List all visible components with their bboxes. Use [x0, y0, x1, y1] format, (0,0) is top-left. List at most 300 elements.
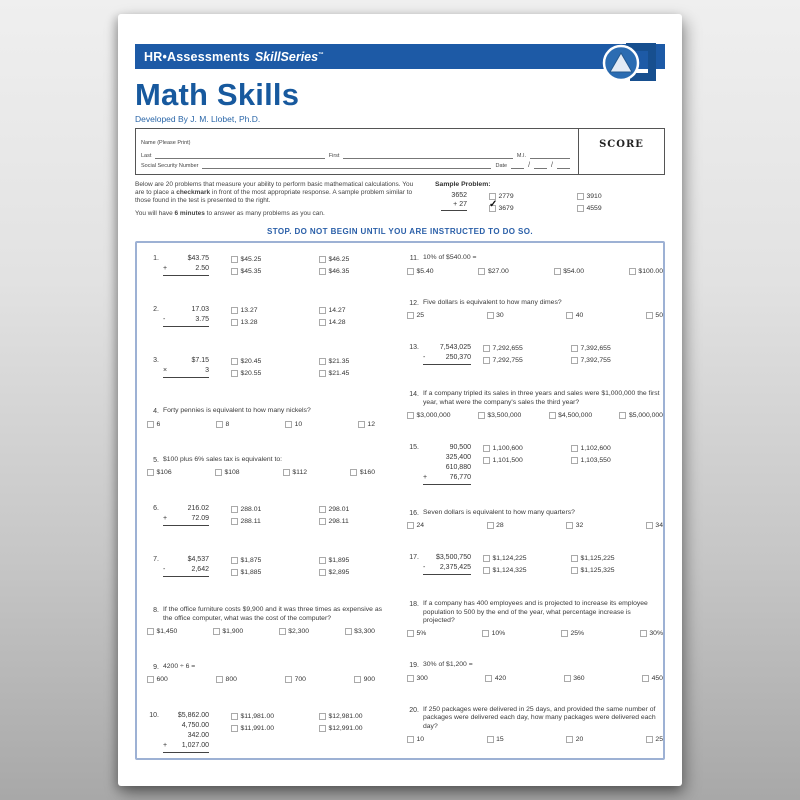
answer-option — [642, 675, 663, 682]
answer-checkbox[interactable] — [554, 268, 561, 275]
answer-label: 13.28 — [240, 319, 258, 326]
answer-checkbox[interactable] — [358, 421, 365, 428]
answer-options — [405, 630, 663, 637]
answer-label: 900 — [363, 676, 375, 683]
answer-checkbox[interactable] — [571, 457, 578, 464]
question-text — [145, 407, 391, 416]
question-wording: Forty pennies is equivalent to how many nickels? — [163, 407, 311, 414]
answer-label: 24 — [416, 522, 425, 529]
question-20 — [405, 706, 663, 743]
answer-checkbox[interactable] — [482, 630, 489, 637]
question-number: 19. — [409, 662, 419, 669]
answer-label: 298.01 — [328, 506, 350, 513]
question-wording: 4200 ÷ 6 = — [163, 662, 196, 670]
answer-options — [405, 736, 663, 743]
answer-option — [147, 628, 177, 635]
answer-checkbox[interactable] — [319, 370, 326, 377]
answer-label: 14.27 — [328, 307, 346, 314]
answer-checkbox[interactable] — [319, 713, 326, 720]
answer-checkbox[interactable] — [564, 675, 571, 682]
date-slash: / — [528, 162, 531, 169]
answer-label: 7,292,755 — [492, 357, 523, 364]
answer-checkbox[interactable] — [561, 630, 568, 637]
answer-label: $2,300 — [288, 627, 310, 635]
answer-option — [483, 355, 571, 366]
answer-option — [231, 305, 319, 316]
answer-checkbox[interactable] — [407, 630, 414, 637]
answer-option — [231, 516, 319, 527]
answer-checkbox[interactable] — [407, 736, 414, 743]
answer-checkbox[interactable] — [483, 555, 490, 562]
answer-options — [145, 421, 375, 428]
operand: 76,770 — [449, 473, 471, 481]
question-text — [145, 606, 391, 623]
question-number: 13. — [409, 344, 419, 351]
answer-option — [629, 268, 663, 275]
problem-stack — [163, 254, 209, 276]
answer-option — [483, 553, 571, 564]
answer-checkbox[interactable] — [487, 312, 494, 319]
answer-label: 1,102,600 — [580, 444, 611, 452]
answer-options — [483, 553, 659, 576]
answer-options — [145, 628, 375, 635]
instructions-section — [135, 181, 665, 218]
problem-stack — [423, 443, 471, 485]
operand: 250,370 — [445, 354, 471, 361]
answer-checkbox[interactable] — [285, 421, 292, 428]
answer-checkbox[interactable] — [483, 445, 490, 452]
answer-option — [279, 628, 309, 635]
answer-checkbox[interactable] — [319, 307, 326, 314]
answer-options — [483, 443, 659, 466]
answer-label: 1,103,550 — [580, 456, 611, 464]
answer-options — [145, 676, 375, 683]
first-name-field[interactable] — [343, 152, 512, 159]
question-15 — [405, 443, 663, 485]
name-fields — [136, 129, 578, 174]
stack-line: $5,862.00 — [177, 712, 209, 719]
answer-label: $2,895 — [328, 569, 350, 576]
answer-option — [571, 455, 659, 466]
answer-checkbox[interactable] — [216, 421, 223, 428]
answer-checkbox[interactable] — [231, 370, 238, 377]
stack-line — [423, 563, 471, 575]
question-number: 20. — [409, 706, 419, 714]
answer-checkbox[interactable] — [646, 736, 653, 743]
answer-label: 25% — [570, 630, 585, 637]
answer-label: $12,981.00 — [328, 713, 363, 720]
answer-checkbox[interactable] — [319, 506, 326, 513]
answer-label: 288.01 — [240, 506, 262, 513]
operator: - — [163, 316, 166, 323]
operator: × — [163, 367, 168, 374]
answer-checkbox[interactable] — [646, 522, 653, 529]
answer-label: $1,124,225 — [492, 555, 527, 562]
trademark-symbol: ™ — [318, 51, 324, 58]
answer-option — [213, 628, 243, 635]
answer-checkbox[interactable] — [642, 675, 649, 682]
answer-label: $45.35 — [240, 268, 262, 275]
question-8 — [145, 606, 391, 635]
answer-label: 50 — [655, 312, 663, 319]
answer-options — [405, 312, 663, 319]
answer-option — [566, 522, 583, 529]
stack-line: $3,500,750 — [435, 554, 471, 561]
answer-label: 25 — [655, 735, 663, 743]
answer-checkbox[interactable] — [566, 522, 573, 529]
stack-line — [163, 565, 209, 577]
stack-line: 17.03 — [191, 306, 209, 313]
answer-checkbox[interactable] — [571, 567, 578, 574]
answer-label: $5.40 — [416, 267, 434, 275]
question-wording: Seven dollars is equivalent to how many quarters? — [423, 508, 575, 516]
question-text — [405, 661, 663, 670]
problem-stack — [423, 553, 471, 575]
answer-checkbox[interactable] — [147, 421, 154, 428]
question-17 — [405, 553, 663, 576]
answer-checkbox[interactable] — [571, 555, 578, 562]
answer-checkbox[interactable] — [407, 522, 414, 529]
answer-checkbox[interactable] — [629, 268, 636, 275]
answer-checkbox[interactable] — [483, 357, 490, 364]
operator: + — [423, 473, 428, 481]
question-text — [405, 390, 663, 407]
answer-checkbox[interactable] — [483, 567, 490, 574]
answer-checkbox[interactable] — [354, 676, 361, 683]
stack-line: 7,543,025 — [439, 344, 471, 351]
answer-option — [216, 676, 237, 683]
mi-label: M.I. — [516, 153, 526, 159]
answer-option — [571, 553, 659, 564]
answer-label: 700 — [294, 676, 306, 683]
answer-label: 6 — [156, 420, 161, 428]
answer-option-checked — [489, 199, 577, 214]
answer-checkbox[interactable] — [231, 725, 238, 732]
sample-operand-1: 3652 — [451, 192, 467, 199]
question-text — [405, 509, 663, 518]
answer-checkbox[interactable] — [566, 736, 573, 743]
ssn-label: Social Security Number — [141, 163, 199, 169]
answer-label: $112 — [292, 469, 308, 476]
question-text — [145, 663, 391, 672]
operand: 3.75 — [195, 316, 209, 323]
answer-option — [577, 191, 665, 202]
date-day-field[interactable] — [534, 162, 547, 169]
answer-checkbox[interactable] — [483, 345, 490, 352]
question-number: 2. — [153, 306, 159, 313]
stack-line — [163, 366, 209, 378]
answer-option — [215, 469, 240, 476]
answer-checkbox[interactable] — [487, 522, 494, 529]
answer-checkbox[interactable] — [487, 736, 494, 743]
question-18 — [405, 600, 663, 637]
answer-checkbox[interactable] — [319, 557, 326, 564]
answer-option — [407, 412, 451, 419]
answer-option — [487, 736, 504, 743]
answer-label: $106 — [156, 469, 172, 476]
answer-checkbox[interactable] — [577, 193, 584, 200]
score-box — [578, 129, 664, 174]
answer-label: $1,885 — [240, 569, 262, 576]
brand-skillseries-text: SkillSeries — [254, 49, 319, 64]
answer-label: 10% — [491, 630, 506, 637]
question-number: 12. — [409, 299, 419, 307]
answer-checkbox[interactable] — [231, 518, 238, 525]
answer-checkbox[interactable] — [279, 628, 286, 635]
document-page — [118, 14, 682, 786]
answer-options — [231, 711, 407, 734]
question-text — [405, 600, 663, 626]
answer-option — [231, 254, 319, 265]
answer-checkbox[interactable] — [147, 469, 154, 476]
questions-column-right — [391, 254, 663, 758]
answer-label: $1,875 — [240, 557, 262, 564]
answer-option — [147, 676, 168, 683]
answer-checkbox[interactable] — [619, 412, 626, 419]
stack-line — [163, 264, 209, 276]
stack-line — [163, 514, 209, 526]
instructions-paragraph-1: Below are 20 problems that measure your ability to perform basic mathematical calculations. You are to place a checkmark in front of the most appropriate response. A sample problem similar to those found in the test is presented to the right. — [135, 181, 414, 204]
answer-options — [145, 469, 375, 476]
answer-label: 13.27 — [240, 307, 258, 314]
answer-label: $54.00 — [563, 267, 584, 275]
answer-checkbox[interactable] — [231, 557, 238, 564]
answer-checkbox[interactable] — [285, 676, 292, 683]
sample-problem-label: Sample Problem: — [435, 181, 491, 188]
stack-line: $7.15 — [191, 357, 209, 364]
answer-checkbox[interactable] — [231, 307, 238, 314]
answer-checkbox[interactable] — [571, 445, 578, 452]
answer-label: 360 — [573, 674, 585, 682]
instructions-paragraph-2: You will have 6 minutes to answer as many problems as you can. — [135, 210, 325, 217]
problem-stack — [163, 555, 209, 577]
answer-option — [640, 630, 663, 637]
answer-checkbox[interactable] — [571, 357, 578, 364]
answer-checkbox[interactable] — [549, 412, 556, 419]
answer-option — [231, 368, 319, 379]
question-5 — [145, 456, 391, 477]
answer-option — [485, 675, 506, 682]
answer-option — [554, 268, 584, 275]
answer-label: $1,895 — [328, 557, 350, 564]
question-number: 15. — [409, 443, 419, 451]
answer-checkbox[interactable] — [215, 469, 222, 476]
question-number: 1. — [153, 255, 159, 262]
question-wording: If 250 packages were delivered in 25 days, and provided the same number of packages were delivered each day, how many packages were delivered each day? — [423, 705, 656, 730]
answer-label: 40 — [575, 312, 584, 319]
answer-checkbox[interactable] — [478, 268, 485, 275]
stack-line: 4,750.00 — [181, 722, 209, 729]
date-slash: / — [551, 162, 553, 169]
answer-checkbox[interactable] — [216, 676, 223, 683]
answer-checkbox[interactable] — [231, 256, 238, 263]
answer-label: 1,100,600 — [492, 444, 523, 452]
answer-options — [231, 254, 407, 277]
question-14 — [405, 390, 663, 419]
question-text — [405, 299, 663, 308]
operand: 2,642 — [191, 566, 209, 573]
answer-option — [646, 312, 663, 319]
answer-option — [564, 675, 585, 682]
question-number: 3. — [153, 357, 159, 364]
answer-label: 288.11 — [240, 518, 261, 525]
answer-label: 7,392,655 — [580, 345, 611, 352]
answer-option — [487, 312, 504, 319]
answer-label: $11,981.00 — [240, 713, 275, 720]
answer-checkbox[interactable] — [646, 312, 653, 319]
answer-option — [231, 266, 319, 277]
answer-label: 34 — [655, 522, 663, 529]
date-year-field[interactable] — [557, 162, 570, 169]
first-label: First — [328, 153, 340, 159]
question-number: 5. — [153, 456, 159, 464]
answer-checkbox[interactable] — [213, 628, 220, 635]
answer-checkbox[interactable] — [407, 412, 414, 419]
answer-checkbox[interactable] — [640, 630, 647, 637]
answer-checkbox[interactable] — [566, 312, 573, 319]
sample-problem-stack — [441, 191, 467, 211]
middle-initial-field[interactable] — [530, 152, 570, 159]
answer-checkbox[interactable] — [485, 675, 492, 682]
answer-label: $21.45 — [328, 370, 350, 377]
answer-option — [147, 469, 172, 476]
answer-options — [231, 305, 407, 328]
question-wording: If a company tripled its sales in three years and sales were $1,000,000 the first year, what were the company's sales the third year? — [423, 390, 660, 406]
page-title: Math Skills — [135, 77, 300, 112]
answer-option — [487, 522, 504, 529]
answer-option — [407, 630, 426, 637]
answer-label: $108 — [224, 469, 240, 476]
answer-checkbox[interactable] — [483, 457, 490, 464]
answer-checkbox[interactable] — [407, 675, 414, 682]
stack-line — [163, 741, 209, 753]
answer-checkbox[interactable] — [319, 319, 326, 326]
problem-stack — [163, 305, 209, 327]
operand: 1,027.00 — [181, 742, 209, 749]
answer-label: 20 — [575, 735, 584, 743]
ssn-field[interactable] — [202, 162, 491, 169]
answer-label: 28 — [496, 522, 504, 529]
answer-option — [483, 565, 571, 576]
answer-option — [646, 736, 663, 743]
answer-option — [231, 555, 319, 566]
question-1 — [145, 254, 391, 277]
answer-label: 12 — [367, 420, 375, 428]
answer-label: $3,000,000 — [416, 411, 451, 419]
answer-option — [407, 736, 424, 743]
answer-label: $1,900 — [222, 627, 244, 635]
answer-checkbox[interactable] — [231, 358, 238, 365]
answer-option — [216, 421, 229, 428]
answer-label: 2779 — [498, 193, 514, 200]
question-number: 6. — [153, 505, 159, 512]
stop-banner: STOP. DO NOT BEGIN UNTIL YOU ARE INSTRUCTED TO DO SO. — [267, 227, 533, 236]
answer-checkbox[interactable] — [478, 412, 485, 419]
answer-checkbox[interactable] — [231, 319, 238, 326]
answer-checkbox[interactable] — [407, 268, 414, 275]
answer-option — [231, 356, 319, 367]
answer-checkbox[interactable] — [231, 569, 238, 576]
question-wording: 30% of $1,200 = — [423, 661, 473, 668]
sample-operand-2: + 27 — [441, 200, 467, 211]
answer-checkbox[interactable] — [231, 713, 238, 720]
checkmark-icon: ✓ — [489, 199, 498, 210]
answer-checkbox[interactable] — [231, 506, 238, 513]
answer-label: $1,125,225 — [580, 555, 615, 562]
question-number: 11. — [409, 255, 419, 262]
operand: 2.50 — [195, 265, 209, 272]
answer-checkbox[interactable] — [350, 469, 357, 476]
sample-options — [489, 191, 665, 214]
date-month-field[interactable] — [511, 162, 524, 169]
last-name-field[interactable] — [155, 152, 324, 159]
answer-checkbox[interactable] — [319, 358, 326, 365]
answer-checkbox[interactable] — [319, 518, 326, 525]
question-number: 8. — [153, 607, 159, 614]
answer-checkbox[interactable] — [147, 628, 154, 635]
answer-label: $27.00 — [487, 267, 509, 275]
answer-checkbox[interactable] — [577, 205, 584, 212]
answer-checkbox[interactable] — [319, 268, 326, 275]
answer-checkbox[interactable] — [231, 268, 238, 275]
answer-option — [571, 355, 659, 366]
operand: 72.09 — [191, 515, 209, 522]
answer-option — [354, 676, 375, 683]
answer-label: $46.35 — [328, 268, 350, 275]
instructions-text — [135, 181, 419, 218]
answer-checkbox[interactable] — [571, 345, 578, 352]
question-10 — [145, 711, 391, 753]
answer-checkbox[interactable] — [319, 725, 326, 732]
answer-option — [147, 421, 160, 428]
answer-label: $20.45 — [240, 358, 262, 365]
answer-checkbox[interactable] — [407, 312, 414, 319]
answer-label: 15 — [496, 735, 504, 743]
answer-option — [407, 268, 434, 275]
answer-checkbox[interactable] — [319, 256, 326, 263]
question-wording: If the office furniture costs $9,900 and it was three times as expensive as the office computer, what was the cost of the computer? — [163, 606, 383, 622]
stack-line: 90,500 — [449, 443, 471, 451]
answer-checkbox[interactable] — [147, 676, 154, 683]
question-number: 17. — [409, 554, 419, 561]
problem-stack — [163, 711, 209, 753]
answer-label: $1,125,325 — [580, 567, 615, 574]
stack-line — [423, 353, 471, 365]
answer-label: 8 — [225, 420, 230, 428]
answer-options — [405, 268, 663, 275]
answer-options — [405, 412, 663, 419]
question-number: 7. — [153, 556, 159, 563]
answer-option — [571, 443, 659, 454]
answer-label: $5,000,000 — [628, 411, 663, 419]
answer-option — [571, 343, 659, 354]
question-number: 16. — [409, 509, 419, 517]
answer-option — [483, 343, 571, 354]
question-text — [405, 254, 663, 263]
operator: + — [163, 742, 168, 749]
answer-option — [549, 412, 593, 419]
answer-checkbox[interactable] — [319, 569, 326, 576]
stack-line: 610,880 — [445, 463, 471, 471]
answer-checkbox[interactable] — [489, 199, 498, 212]
question-number: 10. — [149, 712, 159, 719]
answer-checkbox[interactable] — [345, 628, 352, 635]
answer-option — [231, 317, 319, 328]
answer-label: 5% — [416, 630, 427, 637]
answer-checkbox[interactable] — [283, 469, 290, 476]
skillseries-logo-icon — [600, 41, 658, 88]
answer-label: $21.35 — [328, 358, 350, 365]
